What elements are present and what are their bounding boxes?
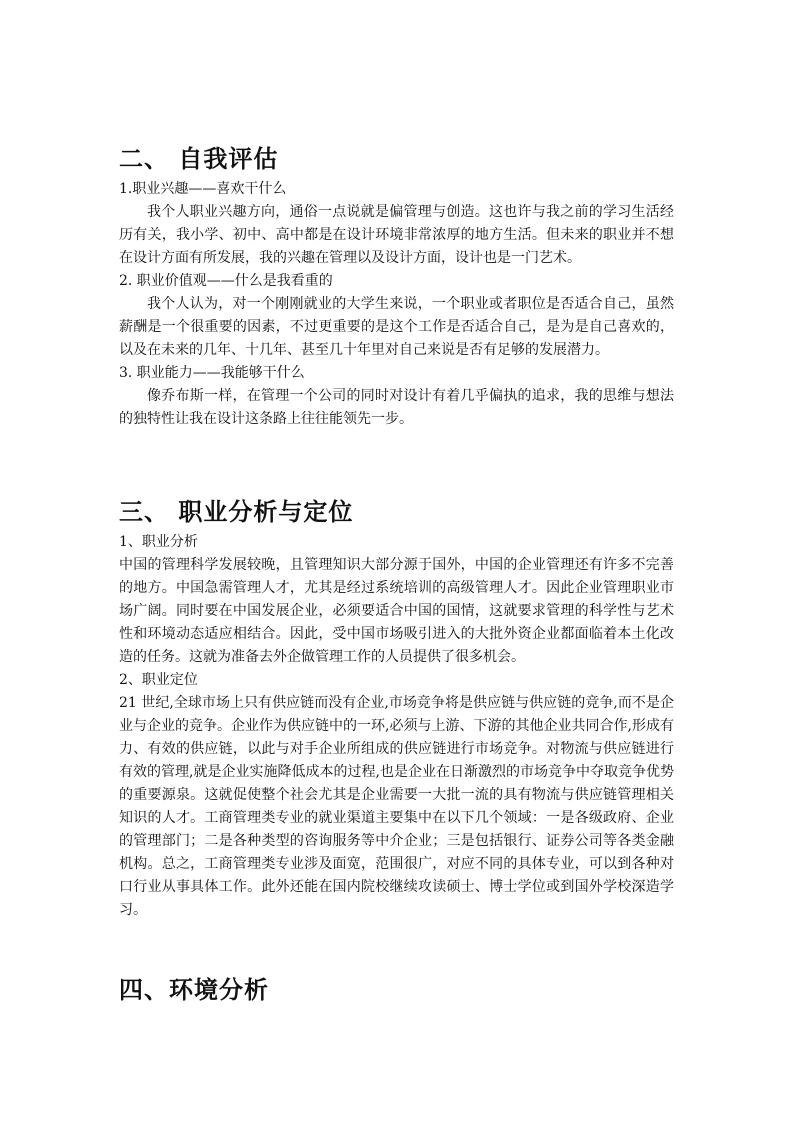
- paragraph: 我个人认为，对一个刚刚就业的大学生来说，一个职业或者职位是否适合自己，虽然薪酬是一个很重要的因素，不过更重要的是这个工作是否适合自己，是为是自己喜欢的，以及在未来的几年、十几年、甚至几十年里对自己来说是否有足够的发展潜力。: [119, 296, 674, 358]
- section-heading: 四、环境分析: [119, 976, 269, 1004]
- subsection-title: 1.职业兴趣——喜欢干什么: [119, 181, 287, 197]
- paragraph: 像乔布斯一样，在管理一个公司的同时对设计有着几乎偏执的追求，我的思维与想法的独特性让我在设计这条路上往往能领先一步。: [119, 388, 674, 427]
- paragraph: 中国的管理科学发展较晚，且管理知识大部分源于国外，中国的企业管理还有许多不完善的地方。中国急需管理人才，尤其是经过系统培训的高级管理人才。因此企业管理职业市场广阔。同时要在中国发展企业，必须要适合中国的国情，这就要求管理的科学性与艺术性和环境动态适应相结合。因此，受中国市场吸引进入的大批外资企业都面临着本土化改造的任务。这就为准备去外企做管理工作的人员提供了很多机会。: [119, 557, 674, 665]
- subsection-title: 2、职业定位: [119, 672, 198, 688]
- paragraph: 我个人职业兴趣方向，通俗一点说就是偏管理与创造。这也许与我之前的学习生活经历有关，我小学、初中、高中都是在设计环境非常浓厚的地方生活。但未来的职业并不想在设计方面有所发展，我的兴趣在管理以及设计方面，设计也是一门艺术。: [119, 204, 674, 266]
- section-self-assessment: [119, 144, 674, 431]
- section-heading: 三、 职业分析与定位: [119, 498, 354, 526]
- section-career-analysis: [119, 497, 674, 922]
- section-heading: 二、 自我评估: [119, 145, 279, 173]
- subsection-title: 1、职业分析: [119, 534, 198, 550]
- paragraph: 21 世纪,全球市场上只有供应链而没有企业,市场竞争将是供应链与供应链的竞争,而不是企业与企业的竞争。企业作为供应链中的一环,必须与上游、下游的其他企业共同合作,形成有力、有效的供应链，以此与对手企业所组成的供应链进行市场竞争。对物流与供应链进行有效的管理,就是企业实施降低成本的过程,也是企业在日渐激烈的市场竞争中夺取竞争优势的重要源泉。这就促使整个社会尤其是企业需要一大批一流的具有物流与供应链管理相关知识的人才。工商管理类专业的就业渠道主要集中在以下几个领域：一是各级政府、企业的管理部门；二是各种类型的咨询服务等中介企业；三是包括银行、证券公司等各类金融机构。总之，工商管理类专业涉及面宽，范围很广，对应不同的具体专业，可以到各种对口行业从事具体工作。此外还能在国内院校继续攻读硕士、博士学位或到国外学校深造学习。: [119, 695, 674, 918]
- subsection-title: 2. 职业价值观——什么是我看重的: [119, 273, 333, 289]
- subsection-title: 3. 职业能力——我能够干什么: [119, 365, 305, 381]
- section-environment-analysis: [119, 975, 674, 1005]
